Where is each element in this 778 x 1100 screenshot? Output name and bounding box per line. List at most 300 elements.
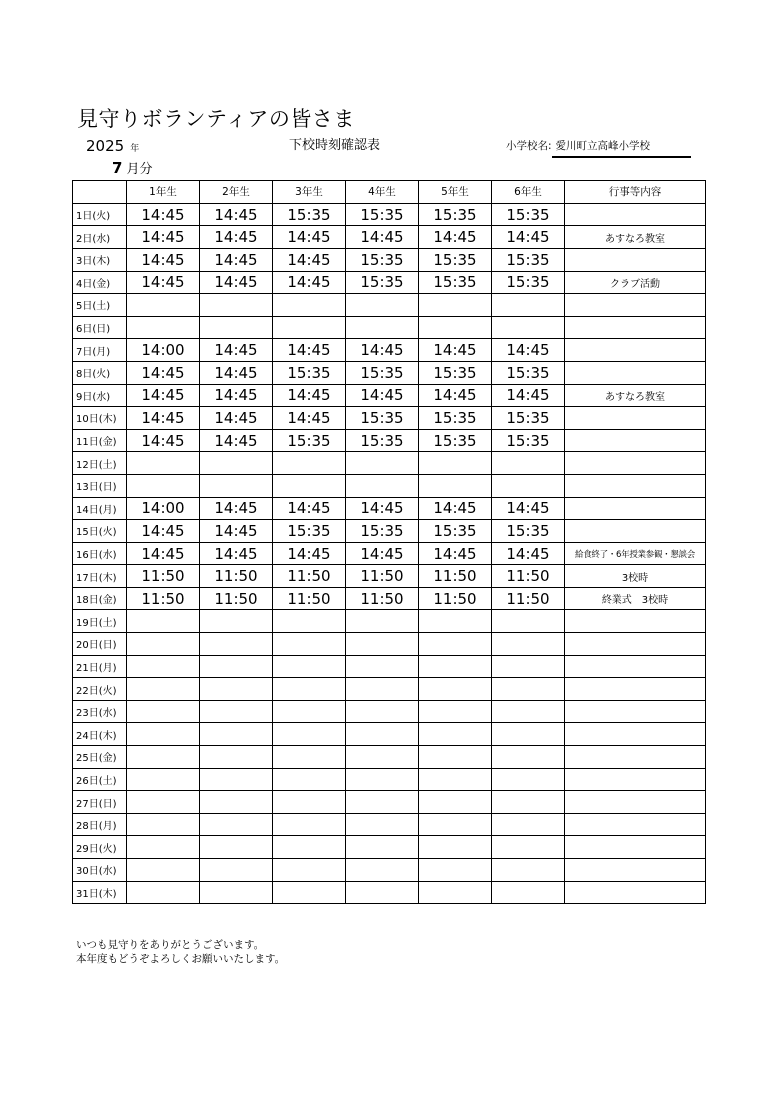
table-row: [73, 633, 706, 656]
date-cell: 9日(水): [73, 384, 127, 407]
event-cell: 終業式 3校時: [565, 587, 706, 610]
table-row: [73, 542, 706, 565]
event-cell: [565, 633, 706, 656]
time-cell-grade6: [492, 678, 565, 701]
time-cell-grade6: [492, 723, 565, 746]
time-cell-grade1: [127, 791, 200, 814]
table-row: [73, 226, 706, 249]
time-cell-grade1: [127, 881, 200, 904]
time-cell-grade6: 14:45: [492, 497, 565, 520]
time-cell-grade3: 15:35: [273, 203, 346, 226]
date-cell: 4日(金): [73, 271, 127, 294]
table-row: [73, 339, 706, 362]
time-cell-grade2: 14:45: [200, 429, 273, 452]
date-cell: 1日(火): [73, 203, 127, 226]
event-cell: [565, 407, 706, 430]
date-cell: 15日(火): [73, 520, 127, 543]
date-cell: 11日(金): [73, 429, 127, 452]
footer-note: [76, 938, 285, 966]
date-cell: 24日(木): [73, 723, 127, 746]
date-cell: 12日(土): [73, 452, 127, 475]
time-cell-grade2: 14:45: [200, 497, 273, 520]
date-cell: 22日(火): [73, 678, 127, 701]
time-cell-grade5: [419, 633, 492, 656]
time-cell-grade6: 15:35: [492, 429, 565, 452]
header-cell-event: 行事等内容: [565, 181, 706, 204]
time-cell-grade5: [419, 859, 492, 882]
event-cell: [565, 881, 706, 904]
time-cell-grade3: [273, 294, 346, 317]
date-cell: 13日(日): [73, 474, 127, 497]
footer-line-1: いつも見守りをありがとうございます。: [76, 939, 265, 951]
time-cell-grade3: 14:45: [273, 497, 346, 520]
table-row: [73, 768, 706, 791]
time-cell-grade4: [346, 859, 419, 882]
time-cell-grade2: 14:45: [200, 361, 273, 384]
table-row: [73, 881, 706, 904]
time-cell-grade4: 15:35: [346, 520, 419, 543]
time-cell-grade2: [200, 881, 273, 904]
time-cell-grade2: [200, 678, 273, 701]
event-cell: [565, 723, 706, 746]
event-cell: [565, 520, 706, 543]
school-label: 小学校名:: [506, 140, 552, 152]
time-cell-grade1: [127, 723, 200, 746]
time-cell-grade3: [273, 678, 346, 701]
time-cell-grade4: 15:35: [346, 203, 419, 226]
event-cell: [565, 316, 706, 339]
table-row: [73, 520, 706, 543]
header-cell-grade2: 2年生: [200, 181, 273, 204]
year-label: [86, 136, 139, 159]
time-cell-grade5: 15:35: [419, 429, 492, 452]
time-cell-grade6: [492, 474, 565, 497]
time-cell-grade6: 15:35: [492, 203, 565, 226]
time-cell-grade5: [419, 813, 492, 836]
time-cell-grade6: 15:35: [492, 271, 565, 294]
time-cell-grade3: 14:45: [273, 226, 346, 249]
time-cell-grade1: 14:00: [127, 497, 200, 520]
time-cell-grade4: [346, 881, 419, 904]
time-cell-grade6: [492, 859, 565, 882]
time-cell-grade6: [492, 294, 565, 317]
time-cell-grade4: [346, 768, 419, 791]
time-cell-grade1: 14:45: [127, 429, 200, 452]
event-cell: あすなろ教室: [565, 226, 706, 249]
event-cell: [565, 836, 706, 859]
time-cell-grade2: 14:45: [200, 339, 273, 362]
time-cell-grade6: [492, 633, 565, 656]
time-cell-grade4: [346, 294, 419, 317]
time-cell-grade3: 15:35: [273, 429, 346, 452]
time-cell-grade6: [492, 610, 565, 633]
footer-line-2: 本年度もどうぞよろしくお願いいたします。: [76, 953, 286, 965]
time-cell-grade2: 14:45: [200, 203, 273, 226]
time-cell-grade6: 11:50: [492, 587, 565, 610]
time-cell-grade4: [346, 678, 419, 701]
document-title: 下校時刻確認表: [289, 138, 381, 153]
time-cell-grade4: [346, 452, 419, 475]
time-cell-grade4: 11:50: [346, 565, 419, 588]
time-cell-grade4: 14:45: [346, 542, 419, 565]
table-body: [73, 203, 706, 903]
time-cell-grade1: [127, 678, 200, 701]
date-cell: 31日(木): [73, 881, 127, 904]
time-cell-grade3: 15:35: [273, 361, 346, 384]
time-cell-grade6: [492, 316, 565, 339]
time-cell-grade6: 11:50: [492, 565, 565, 588]
table-row: [73, 407, 706, 430]
time-cell-grade2: 14:45: [200, 226, 273, 249]
time-cell-grade3: 14:45: [273, 384, 346, 407]
time-cell-grade1: [127, 813, 200, 836]
time-cell-grade4: [346, 836, 419, 859]
time-cell-grade3: [273, 881, 346, 904]
table-row: [73, 384, 706, 407]
date-cell: 3日(木): [73, 248, 127, 271]
header-cell-grade1: 1年生: [127, 181, 200, 204]
time-cell-grade5: 15:35: [419, 203, 492, 226]
date-cell: 7日(月): [73, 339, 127, 362]
header-cell-grade5: 5年生: [419, 181, 492, 204]
date-cell: 29日(火): [73, 836, 127, 859]
time-cell-grade6: 15:35: [492, 361, 565, 384]
time-cell-grade5: 14:45: [419, 339, 492, 362]
table-row: [73, 610, 706, 633]
time-cell-grade5: [419, 610, 492, 633]
time-cell-grade6: 15:35: [492, 248, 565, 271]
time-cell-grade4: [346, 791, 419, 814]
time-cell-grade5: 14:45: [419, 226, 492, 249]
time-cell-grade5: [419, 881, 492, 904]
time-cell-grade5: [419, 700, 492, 723]
table-row: [73, 497, 706, 520]
time-cell-grade1: 14:45: [127, 203, 200, 226]
time-cell-grade2: [200, 813, 273, 836]
date-cell: 20日(日): [73, 633, 127, 656]
event-cell: [565, 339, 706, 362]
time-cell-grade2: [200, 700, 273, 723]
time-cell-grade4: 14:45: [346, 339, 419, 362]
time-cell-grade2: [200, 768, 273, 791]
time-cell-grade1: [127, 655, 200, 678]
time-cell-grade1: 14:45: [127, 520, 200, 543]
time-cell-grade5: [419, 294, 492, 317]
time-cell-grade3: [273, 836, 346, 859]
table-row: [73, 813, 706, 836]
time-cell-grade2: [200, 836, 273, 859]
time-cell-grade1: [127, 859, 200, 882]
time-cell-grade5: [419, 791, 492, 814]
month-label: [112, 158, 152, 180]
time-cell-grade4: [346, 316, 419, 339]
time-cell-grade1: 14:45: [127, 226, 200, 249]
time-cell-grade4: [346, 655, 419, 678]
time-cell-grade1: [127, 768, 200, 791]
time-cell-grade2: [200, 723, 273, 746]
time-cell-grade3: [273, 768, 346, 791]
date-cell: 5日(土): [73, 294, 127, 317]
time-cell-grade1: 14:45: [127, 542, 200, 565]
time-cell-grade3: [273, 610, 346, 633]
time-cell-grade3: [273, 746, 346, 769]
time-cell-grade4: 14:45: [346, 384, 419, 407]
time-cell-grade2: [200, 655, 273, 678]
date-cell: 28日(月): [73, 813, 127, 836]
time-cell-grade2: 11:50: [200, 587, 273, 610]
time-cell-grade6: [492, 791, 565, 814]
time-cell-grade5: [419, 474, 492, 497]
time-cell-grade4: [346, 746, 419, 769]
time-cell-grade4: [346, 610, 419, 633]
event-cell: [565, 859, 706, 882]
time-cell-grade1: 14:45: [127, 361, 200, 384]
time-cell-grade6: [492, 452, 565, 475]
time-cell-grade5: [419, 746, 492, 769]
event-cell: [565, 746, 706, 769]
time-cell-grade3: 15:35: [273, 520, 346, 543]
page-title: 見守りボランティアの皆さま: [77, 107, 355, 131]
table-row: [73, 723, 706, 746]
time-cell-grade3: 11:50: [273, 565, 346, 588]
time-cell-grade5: [419, 768, 492, 791]
time-cell-grade2: [200, 316, 273, 339]
time-cell-grade1: 14:00: [127, 339, 200, 362]
date-cell: 26日(土): [73, 768, 127, 791]
time-cell-grade4: 15:35: [346, 429, 419, 452]
event-cell: [565, 655, 706, 678]
event-cell: あすなろ教室: [565, 384, 706, 407]
table-row: [73, 565, 706, 588]
time-cell-grade4: [346, 813, 419, 836]
time-cell-grade3: [273, 813, 346, 836]
time-cell-grade4: 14:45: [346, 497, 419, 520]
date-cell: 14日(月): [73, 497, 127, 520]
time-cell-grade2: 14:45: [200, 542, 273, 565]
date-cell: 8日(火): [73, 361, 127, 384]
time-cell-grade3: 11:50: [273, 587, 346, 610]
time-cell-grade5: 14:45: [419, 384, 492, 407]
table-row: [73, 452, 706, 475]
time-cell-grade5: [419, 655, 492, 678]
time-cell-grade2: [200, 474, 273, 497]
time-cell-grade1: 14:45: [127, 407, 200, 430]
date-cell: 21日(月): [73, 655, 127, 678]
time-cell-grade3: [273, 452, 346, 475]
table-header-row: [73, 181, 706, 204]
time-cell-grade3: 14:45: [273, 248, 346, 271]
time-cell-grade1: 14:45: [127, 271, 200, 294]
time-cell-grade1: 11:50: [127, 587, 200, 610]
time-cell-grade4: 11:50: [346, 587, 419, 610]
date-cell: 2日(水): [73, 226, 127, 249]
date-cell: 18日(金): [73, 587, 127, 610]
date-cell: 25日(金): [73, 746, 127, 769]
time-cell-grade2: [200, 610, 273, 633]
date-cell: 30日(水): [73, 859, 127, 882]
table-row: [73, 587, 706, 610]
date-cell: 23日(水): [73, 700, 127, 723]
event-cell: [565, 497, 706, 520]
time-cell-grade5: [419, 316, 492, 339]
time-cell-grade6: 15:35: [492, 407, 565, 430]
time-cell-grade6: [492, 746, 565, 769]
header-cell-grade3: 3年生: [273, 181, 346, 204]
time-cell-grade2: 14:45: [200, 248, 273, 271]
time-cell-grade5: 15:35: [419, 248, 492, 271]
time-cell-grade6: [492, 881, 565, 904]
time-cell-grade5: 15:35: [419, 271, 492, 294]
event-cell: [565, 248, 706, 271]
time-cell-grade1: [127, 610, 200, 633]
table-row: [73, 203, 706, 226]
table-row: [73, 294, 706, 317]
time-cell-grade2: [200, 859, 273, 882]
header-cell-date: [73, 181, 127, 204]
time-cell-grade2: [200, 633, 273, 656]
time-cell-grade1: [127, 633, 200, 656]
time-cell-grade4: 14:45: [346, 226, 419, 249]
time-cell-grade2: [200, 746, 273, 769]
table-row: [73, 429, 706, 452]
date-cell: 27日(日): [73, 791, 127, 814]
time-cell-grade6: 14:45: [492, 384, 565, 407]
time-cell-grade3: [273, 700, 346, 723]
year-value: 2025: [86, 137, 125, 155]
school-name: 愛川町立高峰小学校: [552, 137, 691, 158]
table-row: [73, 474, 706, 497]
header-cell-grade6: 6年生: [492, 181, 565, 204]
event-cell: [565, 813, 706, 836]
time-cell-grade2: 14:45: [200, 384, 273, 407]
event-cell: [565, 768, 706, 791]
time-cell-grade4: [346, 700, 419, 723]
table-row: [73, 791, 706, 814]
time-cell-grade4: [346, 474, 419, 497]
time-cell-grade5: [419, 723, 492, 746]
time-cell-grade2: 11:50: [200, 565, 273, 588]
time-cell-grade1: 14:45: [127, 248, 200, 271]
time-cell-grade2: [200, 452, 273, 475]
table-row: [73, 700, 706, 723]
header-cell-grade4: 4年生: [346, 181, 419, 204]
table-row: [73, 859, 706, 882]
time-cell-grade3: 14:45: [273, 407, 346, 430]
time-cell-grade6: 15:35: [492, 520, 565, 543]
event-cell: [565, 474, 706, 497]
table-row: [73, 248, 706, 271]
time-cell-grade3: [273, 791, 346, 814]
dismissal-time-table: [72, 180, 706, 904]
time-cell-grade6: [492, 813, 565, 836]
time-cell-grade3: 14:45: [273, 542, 346, 565]
table-row: [73, 271, 706, 294]
time-cell-grade6: [492, 768, 565, 791]
time-cell-grade6: [492, 655, 565, 678]
time-cell-grade3: [273, 859, 346, 882]
time-cell-grade1: [127, 474, 200, 497]
time-cell-grade4: [346, 723, 419, 746]
time-cell-grade1: 11:50: [127, 565, 200, 588]
event-cell: [565, 429, 706, 452]
event-cell: [565, 203, 706, 226]
time-cell-grade3: [273, 723, 346, 746]
year-unit: 年: [130, 144, 140, 154]
event-cell: 3校時: [565, 565, 706, 588]
time-cell-grade4: 15:35: [346, 407, 419, 430]
time-cell-grade1: [127, 836, 200, 859]
date-cell: 6日(日): [73, 316, 127, 339]
time-cell-grade2: [200, 791, 273, 814]
time-cell-grade1: [127, 746, 200, 769]
table-row: [73, 361, 706, 384]
date-cell: 17日(木): [73, 565, 127, 588]
time-cell-grade5: [419, 836, 492, 859]
time-cell-grade5: [419, 678, 492, 701]
time-cell-grade2: 14:45: [200, 407, 273, 430]
time-cell-grade2: 14:45: [200, 520, 273, 543]
event-cell: [565, 678, 706, 701]
time-cell-grade1: [127, 700, 200, 723]
time-cell-grade4: 15:35: [346, 361, 419, 384]
month-unit: 月分: [126, 162, 153, 177]
time-cell-grade3: 14:45: [273, 271, 346, 294]
event-cell: [565, 361, 706, 384]
time-cell-grade3: 14:45: [273, 339, 346, 362]
event-cell: クラブ活動: [565, 271, 706, 294]
time-cell-grade6: [492, 700, 565, 723]
time-cell-grade3: [273, 474, 346, 497]
time-cell-grade4: 15:35: [346, 271, 419, 294]
date-cell: 19日(土): [73, 610, 127, 633]
event-cell: [565, 294, 706, 317]
time-cell-grade3: [273, 633, 346, 656]
time-cell-grade5: 14:45: [419, 497, 492, 520]
event-cell: [565, 791, 706, 814]
time-cell-grade5: 15:35: [419, 361, 492, 384]
time-cell-grade5: 15:35: [419, 407, 492, 430]
time-cell-grade5: [419, 452, 492, 475]
time-cell-grade5: 11:50: [419, 565, 492, 588]
table-row: [73, 678, 706, 701]
time-cell-grade2: [200, 294, 273, 317]
time-cell-grade6: [492, 836, 565, 859]
event-cell: [565, 452, 706, 475]
time-cell-grade5: 15:35: [419, 520, 492, 543]
event-cell: [565, 700, 706, 723]
month-value: 7: [112, 159, 123, 177]
date-cell: 10日(木): [73, 407, 127, 430]
time-cell-grade1: [127, 294, 200, 317]
time-cell-grade3: [273, 316, 346, 339]
event-cell: 給食終了・6年授業参観・懇談会: [565, 542, 706, 565]
school-info: [506, 137, 691, 158]
table-row: [73, 316, 706, 339]
time-cell-grade6: 14:45: [492, 339, 565, 362]
time-cell-grade4: 15:35: [346, 248, 419, 271]
date-cell: 16日(水): [73, 542, 127, 565]
time-cell-grade5: 11:50: [419, 587, 492, 610]
time-cell-grade6: 14:45: [492, 542, 565, 565]
table-row: [73, 746, 706, 769]
time-cell-grade1: 14:45: [127, 384, 200, 407]
event-cell: [565, 610, 706, 633]
time-cell-grade1: [127, 316, 200, 339]
time-cell-grade1: [127, 452, 200, 475]
time-cell-grade3: [273, 655, 346, 678]
time-cell-grade6: 14:45: [492, 226, 565, 249]
table-row: [73, 836, 706, 859]
